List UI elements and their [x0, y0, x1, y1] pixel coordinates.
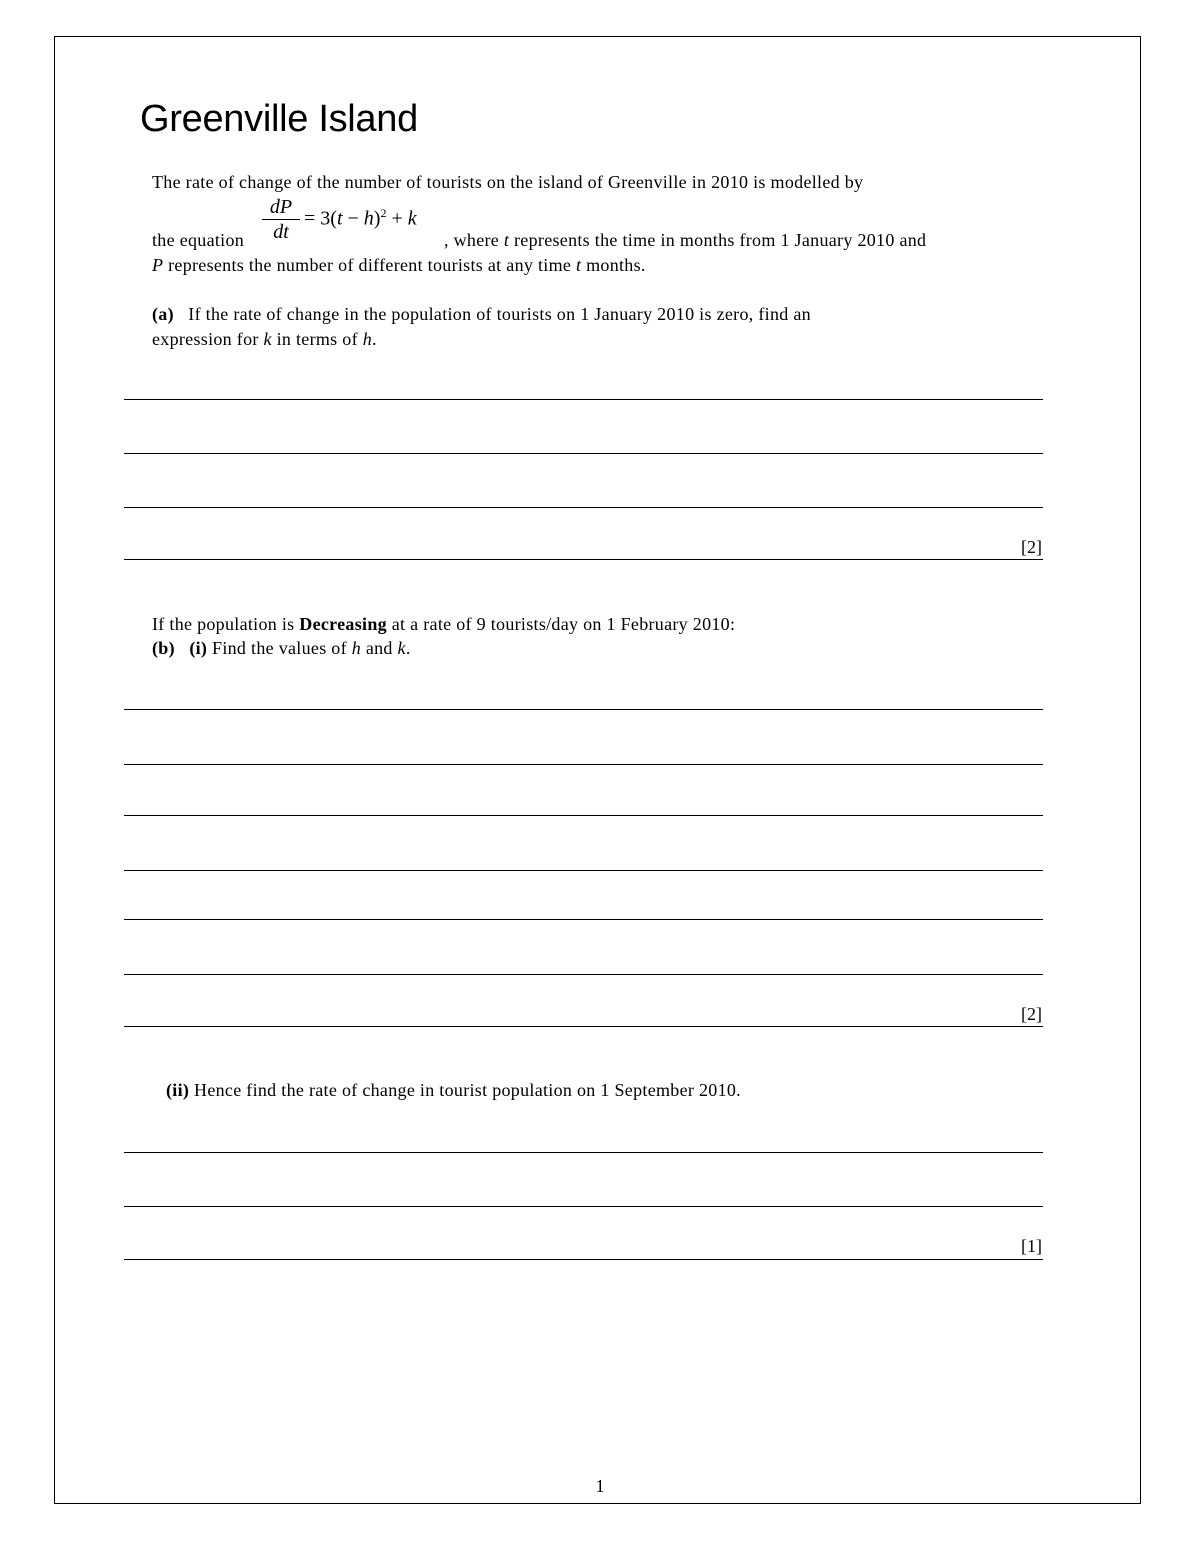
intro-line-3: P represents the number of different tourists at any time t months. [152, 255, 646, 275]
equation-numerator: dP [269, 196, 293, 218]
marks-part-b-i: [2] [1021, 1004, 1042, 1024]
answer-line[interactable] [124, 453, 1043, 454]
answer-line[interactable] [124, 399, 1043, 400]
intro-line-2b: , where t represents the time in months from 1 January 2010 and [444, 230, 927, 250]
part-b-ii-question: (ii) Hence find the rate of change in tourist population on 1 September 2010. [166, 1080, 741, 1100]
fraction-bar [262, 219, 300, 220]
intro-line-1: The rate of change of the number of tourists on the island of Greenville in 2010 is modelled by [152, 172, 864, 192]
intro-line-2a: the equation [152, 230, 245, 250]
part-a-line-1: (a) If the rate of change in the population of tourists on 1 January 2010 is zero, find an [152, 304, 811, 324]
part-a-label: (a) [152, 304, 174, 324]
answer-line[interactable] [124, 815, 1043, 816]
part-b-intro: If the population is Decreasing at a rate of 9 tourists/day on 1 February 2010: [152, 614, 736, 634]
answer-line[interactable] [124, 1026, 1043, 1027]
answer-line[interactable] [124, 974, 1043, 975]
answer-line[interactable] [124, 1152, 1043, 1153]
marks-part-a: [2] [1021, 537, 1042, 557]
part-b-i-question: (b) (i) Find the values of h and k. [152, 638, 411, 658]
derivative-fraction [262, 196, 300, 243]
part-b-i-label: (i) [189, 638, 208, 658]
answer-line[interactable] [124, 1259, 1043, 1260]
answer-line[interactable] [124, 1206, 1043, 1207]
answer-line[interactable] [124, 870, 1043, 871]
answer-line[interactable] [124, 709, 1043, 710]
equation-denominator: dt [273, 221, 289, 243]
answer-line[interactable] [124, 559, 1043, 560]
marks-part-b-ii: [1] [1021, 1236, 1042, 1256]
part-a-line-2: expression for k in terms of h. [152, 329, 377, 349]
answer-line[interactable] [124, 764, 1043, 765]
equation-rhs: = $3(t - h)^2 + k$ [304, 206, 417, 230]
part-b-ii-label: (ii) [166, 1080, 190, 1100]
answer-line[interactable] [124, 507, 1043, 508]
page-title: Greenville Island [140, 98, 418, 140]
page-number: 1 [595, 1476, 605, 1496]
answer-line[interactable] [124, 919, 1043, 920]
part-b-label: (b) [152, 638, 175, 658]
